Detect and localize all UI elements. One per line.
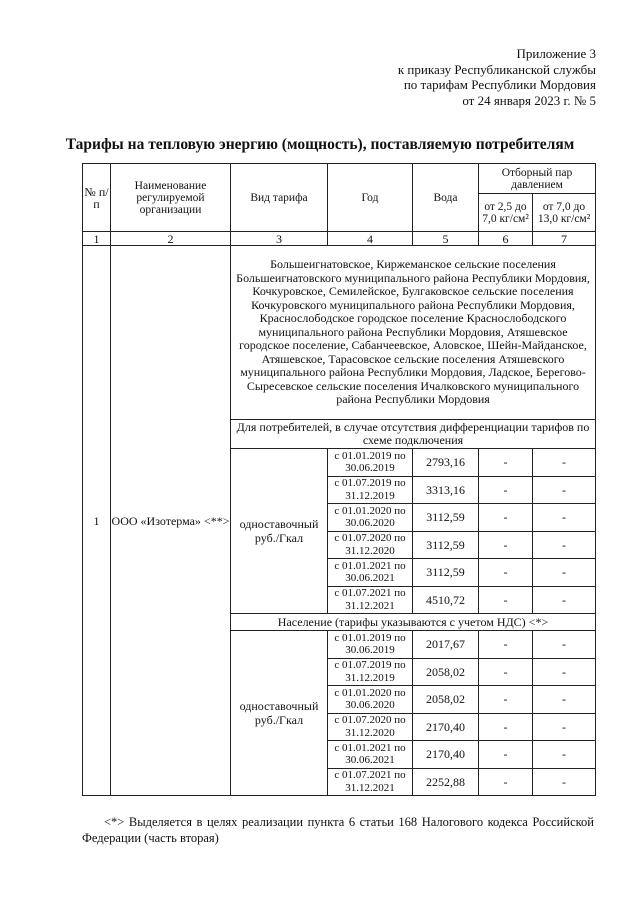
water-value: 2170,40 xyxy=(413,713,479,741)
row-number: 1 xyxy=(83,246,111,796)
steam-low-value: - xyxy=(479,449,533,477)
period-cell: с 01.01.2020 по 30.06.2020 xyxy=(328,686,413,714)
water-value: 2058,02 xyxy=(413,686,479,714)
header-num: № п/п xyxy=(83,164,111,232)
period-cell: с 01.01.2021 по 30.06.2021 xyxy=(328,559,413,587)
header-steam-high-text: от 7,0 до 13,0 кг/см² xyxy=(537,200,591,225)
period-cell: с 01.07.2019 по 31.12.2019 xyxy=(328,658,413,686)
period-cell: с 01.01.2020 по 30.06.2020 xyxy=(328,504,413,532)
section-1-title: Для потребителей, в случае отсутствия дифференциации тарифов по схеме подключения xyxy=(231,420,596,449)
steam-high-value: - xyxy=(533,686,596,714)
col-number-4: 4 xyxy=(328,232,413,246)
steam-high-value: - xyxy=(533,631,596,659)
col-number-6: 6 xyxy=(479,232,533,246)
water-value: 2170,40 xyxy=(413,741,479,769)
water-value: 2017,67 xyxy=(413,631,479,659)
water-value: 3112,59 xyxy=(413,504,479,532)
period-cell: с 01.01.2019 по 30.06.2019 xyxy=(328,631,413,659)
steam-low-value: - xyxy=(479,658,533,686)
steam-high-value: - xyxy=(533,559,596,587)
period-cell: с 01.01.2021 по 30.06.2021 xyxy=(328,741,413,769)
appendix-line-3: по тарифам Республики Мордовия xyxy=(403,77,596,92)
steam-high-value: - xyxy=(533,658,596,686)
tariff-type: одноставочный руб./Гкал xyxy=(231,449,328,614)
footnote: <*> Выделяется в целях реализации пункта 6 статьи 168 Налогового кодекса Российской Федерации (часть вторая) xyxy=(82,815,594,845)
col-number-5: 5 xyxy=(413,232,479,246)
period-cell: с 01.07.2021 по 31.12.2021 xyxy=(328,768,413,796)
header-steam-low-text: от 2,5 до 7,0 кг/см² xyxy=(482,200,529,225)
section-2-title: Население (тарифы указываются с учетом НДС) <*> xyxy=(231,614,596,631)
steam-low-value: - xyxy=(479,741,533,769)
water-value: 2058,02 xyxy=(413,658,479,686)
steam-low-value: - xyxy=(479,713,533,741)
header-water: Вода xyxy=(413,164,479,232)
steam-low-value: - xyxy=(479,531,533,559)
territory-text: Большеигнатовское, Киржеманское сельские поселения Большеигнатовского муниципального района Республики Мордовия, Кочкуровское, Семилейское, Булгаковское сельские поселения Кочкуровского муниципального района Республики Мордовия, Краснослободское городское поселение Краснослободского муниципального района Республики Мордовия, Атяшевское городское поселение, Сабанчеевское, Аловское, Шейн-Майданское, Атяшевское, Тарасовское сельские поселения Атяшевского муниципального района Республики Мордовия, Ладское, Берегово-Сыресевское сельские поселения Ичалковского муниципального района Республики Мордовия xyxy=(231,246,596,420)
steam-low-value: - xyxy=(479,768,533,796)
steam-low-value: - xyxy=(479,559,533,587)
period-cell: с 01.07.2021 по 31.12.2021 xyxy=(328,586,413,614)
header-tariff-type: Вид тарифа xyxy=(231,164,328,232)
appendix-line-2: к приказу Республиканской службы xyxy=(397,61,596,77)
steam-low-value: - xyxy=(479,586,533,614)
steam-low-value: - xyxy=(479,686,533,714)
water-value: 3313,16 xyxy=(413,476,479,504)
water-value: 2793,16 xyxy=(413,449,479,477)
water-value: 3112,59 xyxy=(413,559,479,587)
period-cell: с 01.07.2020 по 31.12.2020 xyxy=(328,713,413,741)
col-number-2: 2 xyxy=(111,232,231,246)
water-value: 3112,59 xyxy=(413,531,479,559)
water-value: 2252,88 xyxy=(413,768,479,796)
col-number-7: 7 xyxy=(533,232,596,246)
header-steam-low xyxy=(479,194,533,232)
period-cell: с 01.01.2019 по 30.06.2019 xyxy=(328,449,413,477)
col-number-1: 1 xyxy=(83,232,111,246)
tariff-table xyxy=(82,163,596,796)
steam-high-value: - xyxy=(533,504,596,532)
water-value: 4510,72 xyxy=(413,586,479,614)
steam-low-value: - xyxy=(479,631,533,659)
steam-low-value: - xyxy=(479,504,533,532)
steam-high-value: - xyxy=(533,531,596,559)
org-name: ООО «Изотерма» <**> xyxy=(111,246,231,796)
steam-high-value: - xyxy=(533,741,596,769)
header-year: Год xyxy=(328,164,413,232)
steam-high-value: - xyxy=(533,713,596,741)
col-number-3: 3 xyxy=(231,232,328,246)
tariff-type: одноставочный руб./Гкал xyxy=(231,631,328,796)
header-steam-high xyxy=(533,194,596,232)
appendix-line-1: Приложение 3 xyxy=(516,46,596,61)
appendix-line-4: от 24 января 2023 г. № 5 xyxy=(462,92,596,108)
steam-low-value: - xyxy=(479,476,533,504)
appendix-header xyxy=(398,46,596,108)
steam-high-value: - xyxy=(533,768,596,796)
period-cell: с 01.07.2020 по 31.12.2020 xyxy=(328,531,413,559)
steam-high-value: - xyxy=(533,476,596,504)
document-title: Тарифы на тепловую энергию (мощность), поставляемую потребителям xyxy=(65,136,575,153)
steam-high-value: - xyxy=(533,586,596,614)
header-steam: Отборный пар давлением xyxy=(479,164,596,194)
period-cell: с 01.07.2019 по 31.12.2019 xyxy=(328,476,413,504)
header-org: Наименование регулируемой организации xyxy=(111,164,231,232)
steam-high-value: - xyxy=(533,449,596,477)
